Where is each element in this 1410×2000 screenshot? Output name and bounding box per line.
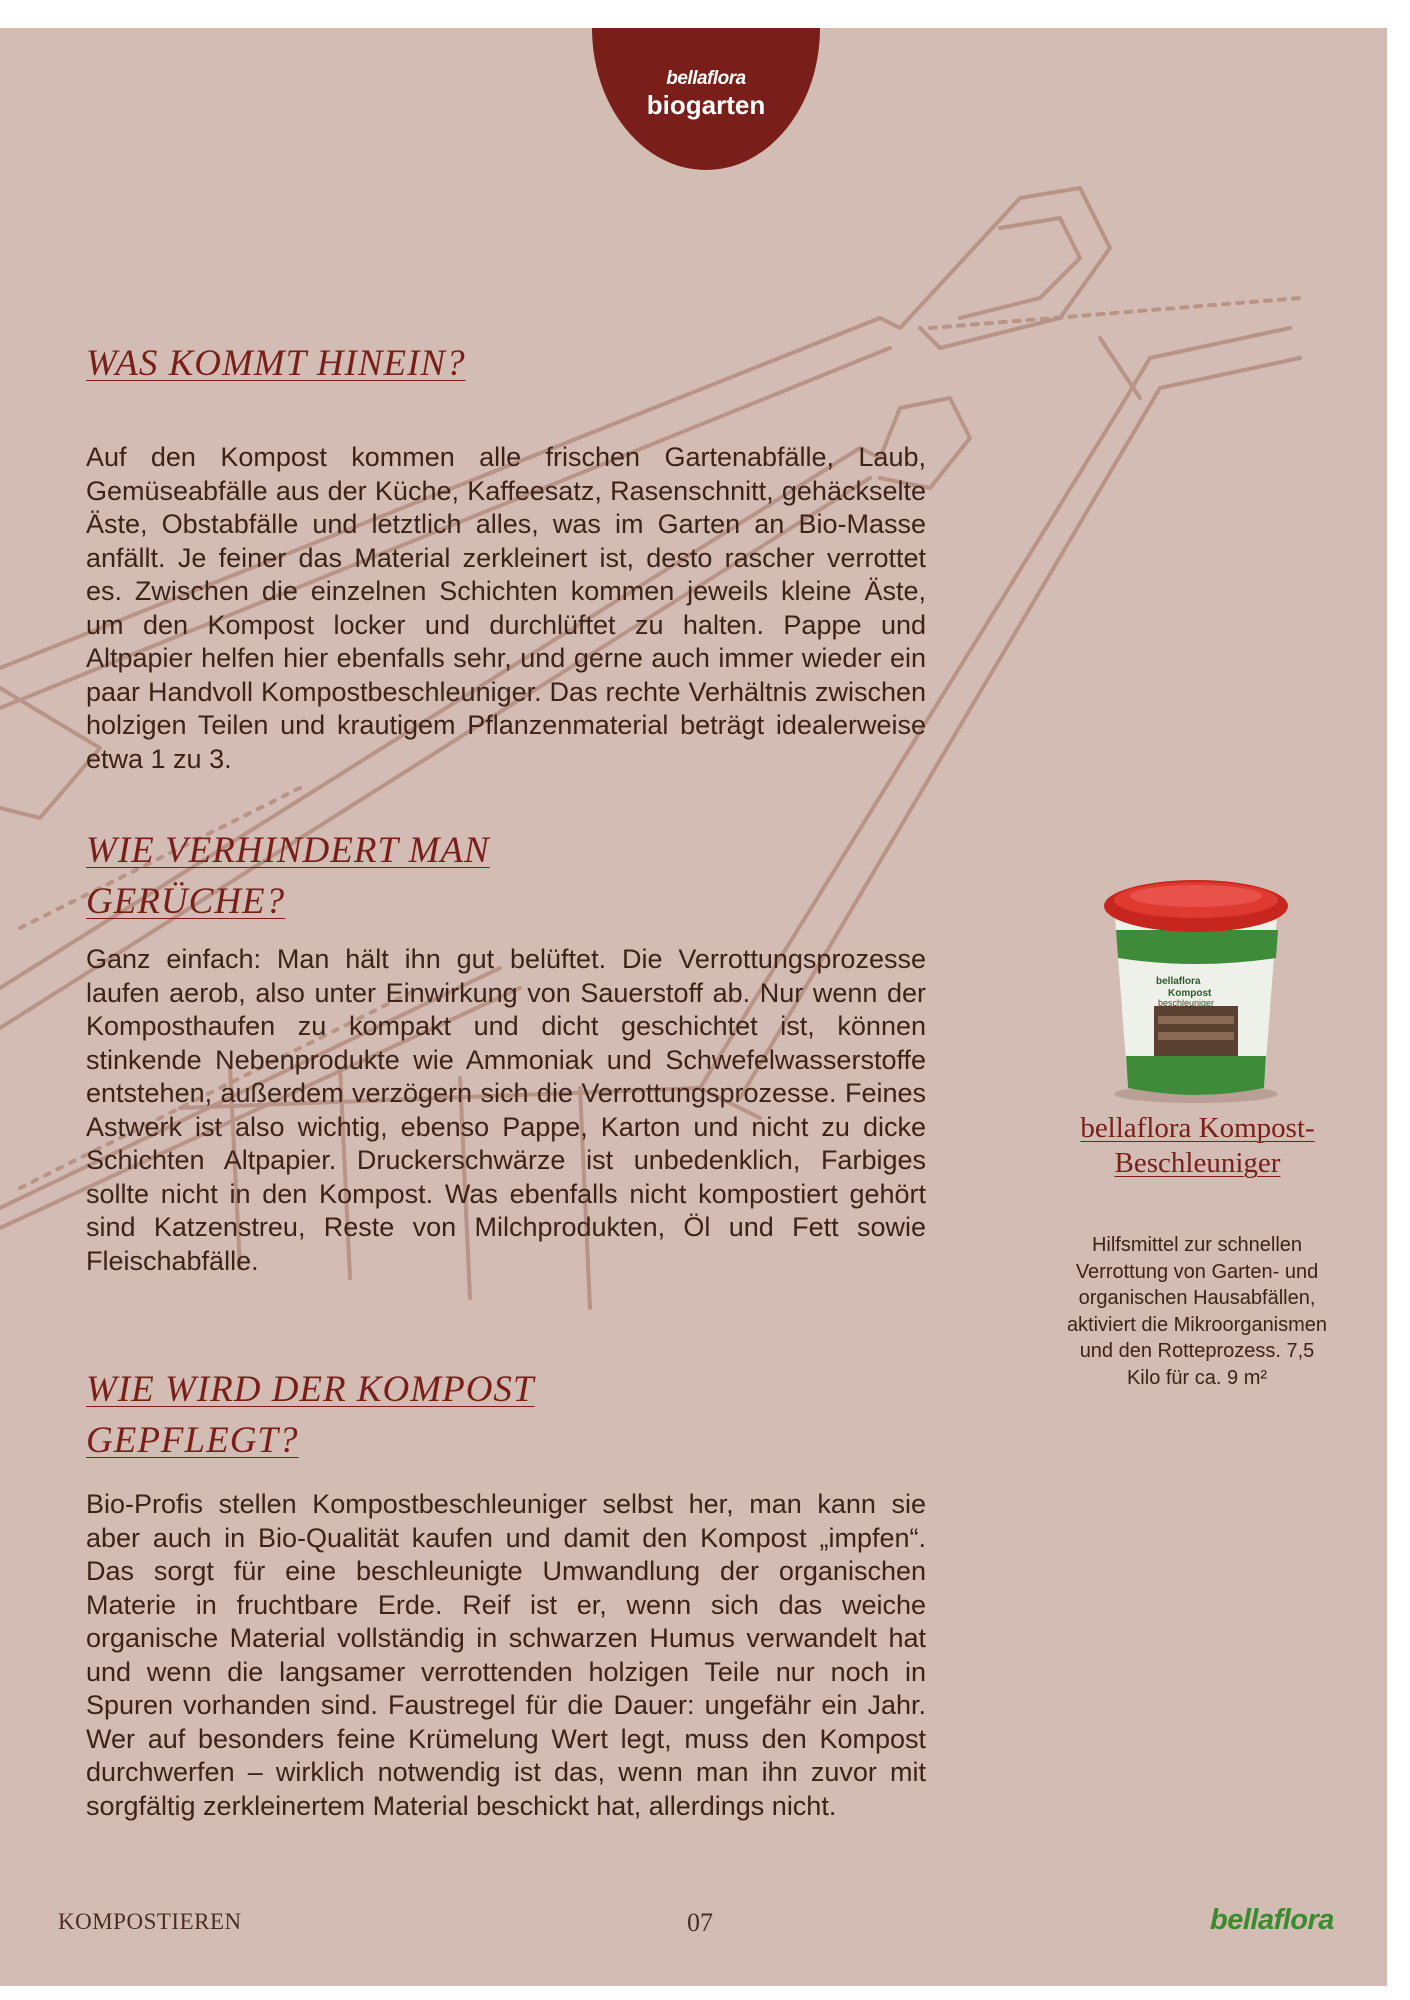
badge-brand: bellaflora — [666, 68, 746, 89]
bucket-label-2: beschleuniger — [1158, 998, 1215, 1008]
page — [0, 28, 1387, 1986]
section-heading-was-kommt-hinein: WAS KOMMT HINEIN? — [86, 343, 466, 384]
product-description: Hilfsmittel zur schnellen Verrottung von Garten- und organischen Hausabfällen, aktiviert die Mikroorganismen und den Rotteprozess. 7,5 Kilo für ca. 9 m² — [1066, 1234, 1328, 1389]
section-body-gerueche: Ganz einfach: Man hält ihn gut belüftet. Die Verrottungsprozesse laufen aerob, also unter Einwirkung von Sauerstoff ab. Nur wenn der Komposthaufen zu kompakt und dicht geschichtet ist, können stinkende Nebenprodukte wie Ammoniak und Schwefelwasserstoffe entstehen, außerdem verzögern sich die Verrottungsprozesse. Feines Astwerk ist also wichtig, ebenso Pappe, Karton und nicht zu dicke Schichten Altpapier. Druckerschwärze ist unbedenklich, Farbiges sollte nicht in den Kompost. Was ebenfalls nicht kompostiert gehört sind Katzenstreu, Reste von Milchprodukten, Öl und Fett sowie Fleischabfälle. — [86, 944, 926, 1276]
section-body-kompost-gepflegt: Bio-Profis stellen Kompostbeschleuniger selbst her, man kann sie aber auch in Bio-Qualität kaufen und damit den Kompost „impfen“. Das sorgt für eine beschleunigte Umwandlung der organischen Materie in fruchtbare Erde. Reif ist er, wenn sich das weiche organische Material vollständig in schwarzen Humus verwandelt hat und wenn die langsamer verrottenden holzigen Teile nur noch in Spuren vorhanden sind. Faustregel für die Dauer: ungefähr ein Jahr. Wer auf besonders feine Krümelung Wert legt, muss den Kompost durchwerfen – wirklich notwendig ist das, wenn man ihn zuvor mit sorgfältig zerkleinertem Material beschickt hat, allerdings nicht. — [86, 1489, 926, 1821]
product-title: bellaflora Kompost-Beschleuniger — [1080, 1112, 1315, 1179]
footer-section-label: KOMPOSTIEREN — [58, 1909, 242, 1934]
bellaflora-logo: bellaflora — [1210, 1904, 1334, 1936]
section-heading-kompost-gepflegt: WIE WIRD DER KOMPOST GEPFLEGT? — [86, 1369, 535, 1461]
badge-title: biogarten — [646, 90, 766, 120]
bucket-label-1: Kompost — [1168, 988, 1212, 999]
page-number: 07 — [687, 1908, 713, 1937]
section-body-was-kommt-hinein: Auf den Kompost kommen alle frischen Gartenabfälle, Laub, Gemüseabfälle aus der Küche, Kaffeesatz, Rasenschnitt, gehäckselte Äste, Obstabfälle und letztlich alles, was im Garten an Bio-Masse anfällt. Je feiner das Material zerkleinert ist, desto rascher verrottet es. Zwischen die einzelnen Schichten kommen jeweils kleine Äste, um den Kompost locker und durchlüftet zu halten. Pappe und Altpapier helfen hier ebenfalls sehr, und gerne auch immer wieder ein paar Handvoll Kompostbeschleuniger. Das rechte Verhältnis zwischen holzigen Teilen und krautigem Pflanzenmaterial beträgt idealerweise etwa 1 zu 3. — [86, 442, 926, 774]
bucket-brand: bellaflora — [1156, 976, 1201, 987]
kompost-bucket-image — [1096, 866, 1296, 1106]
section-heading-gerueche: WIE VERHINDERT MAN GERÜCHE? — [86, 830, 490, 922]
